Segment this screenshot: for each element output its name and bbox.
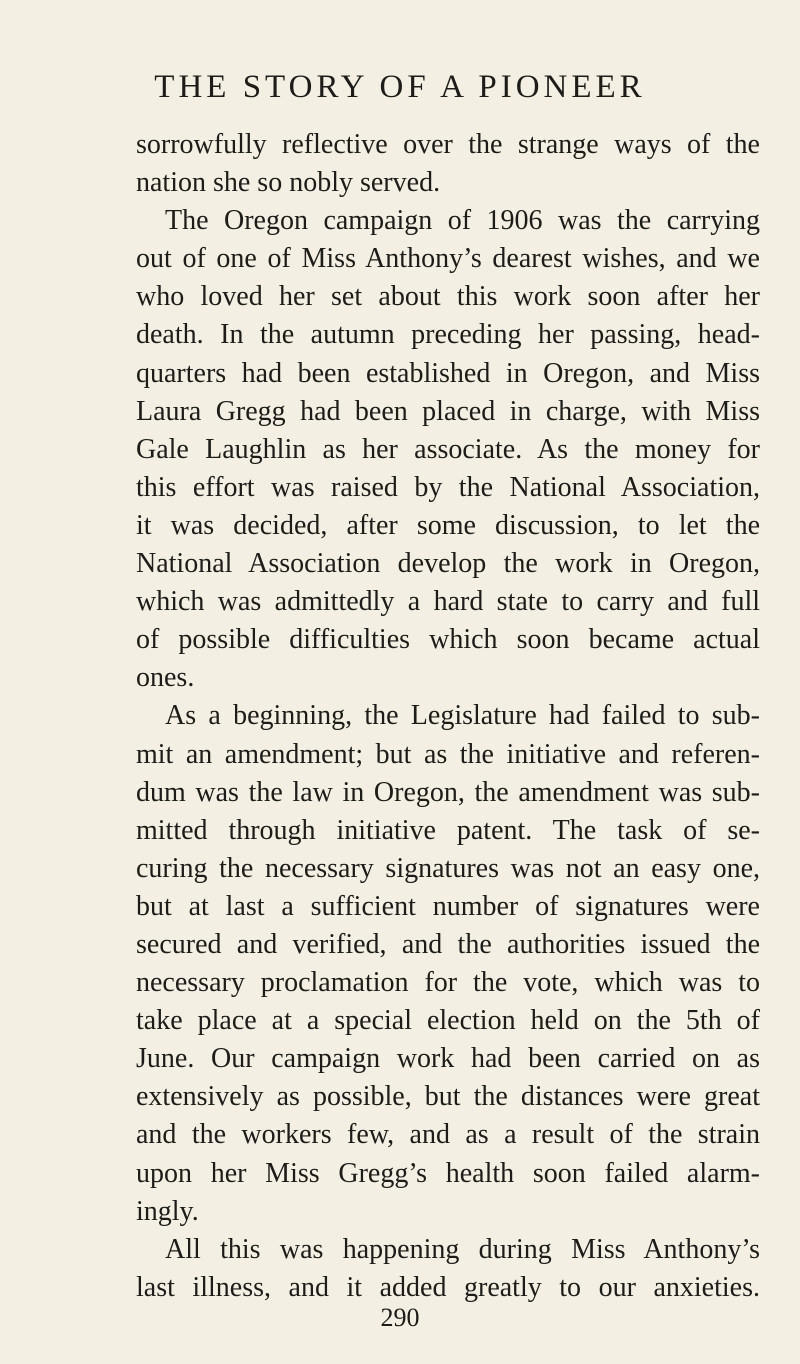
text-line: necessary proclamation for the vote, which was to: [136, 967, 760, 999]
text-line: All this was happening during Miss Anthony’s: [165, 1233, 760, 1265]
text-line: The Oregon campaign of 1906 was the carrying: [165, 205, 760, 237]
text-line: of possible difficulties which soon became actual: [136, 624, 760, 656]
text-line: out of one of Miss Anthony’s dearest wishes, and we: [136, 243, 760, 275]
text-line: June. Our campaign work had been carried on as: [136, 1043, 760, 1075]
text-line: quarters had been established in Oregon, and Miss: [136, 357, 760, 389]
text-line: which was admittedly a hard state to carry and full: [136, 586, 760, 618]
running-head: THE STORY OF A PIONEER: [154, 69, 646, 105]
text-line: curing the necessary signatures was not an easy one,: [136, 852, 760, 884]
text-line: nation she so nobly served.: [136, 167, 441, 199]
text-line: extensively as possible, but the distances were great: [136, 1081, 760, 1113]
text-line: but at last a sufficient number of signatures were: [136, 890, 760, 922]
text-line: this effort was raised by the National Association,: [136, 471, 760, 503]
text-line: mit an amendment; but as the initiative and referen-: [136, 738, 760, 770]
text-line: upon her Miss Gregg’s health soon failed alarm-: [136, 1157, 760, 1189]
text-line: As a beginning, the Legislature had failed to sub-: [165, 700, 760, 732]
text-line: dum was the law in Oregon, the amendment was sub-: [136, 776, 760, 808]
text-line: mitted through initiative patent. The task of se-: [136, 814, 760, 846]
body-text: [136, 126, 760, 1307]
text-line: ingly.: [136, 1195, 199, 1227]
text-line: Laura Gregg had been placed in charge, with Miss: [136, 395, 760, 427]
text-line: and the workers few, and as a result of the strain: [136, 1119, 760, 1151]
text-line: Gale Laughlin as her associate. As the money for: [136, 433, 760, 465]
text-line: sorrowfully reflective over the strange ways of the: [136, 129, 760, 160]
text-line: take place at a special election held on the 5th of: [136, 1005, 760, 1037]
text-line: it was decided, after some discussion, to let the: [136, 509, 760, 541]
text-line: ones.: [136, 662, 195, 694]
text-line: National Association develop the work in Oregon,: [136, 548, 760, 580]
text-line: secured and verified, and the authorities issued the: [136, 928, 760, 960]
text-line: last illness, and it added greatly to our anxieties.: [136, 1271, 760, 1303]
text-line: death. In the autumn preceding her passing, head-: [136, 319, 760, 351]
text-line: who loved her set about this work soon after her: [136, 281, 760, 313]
page-number: 290: [380, 1303, 420, 1332]
